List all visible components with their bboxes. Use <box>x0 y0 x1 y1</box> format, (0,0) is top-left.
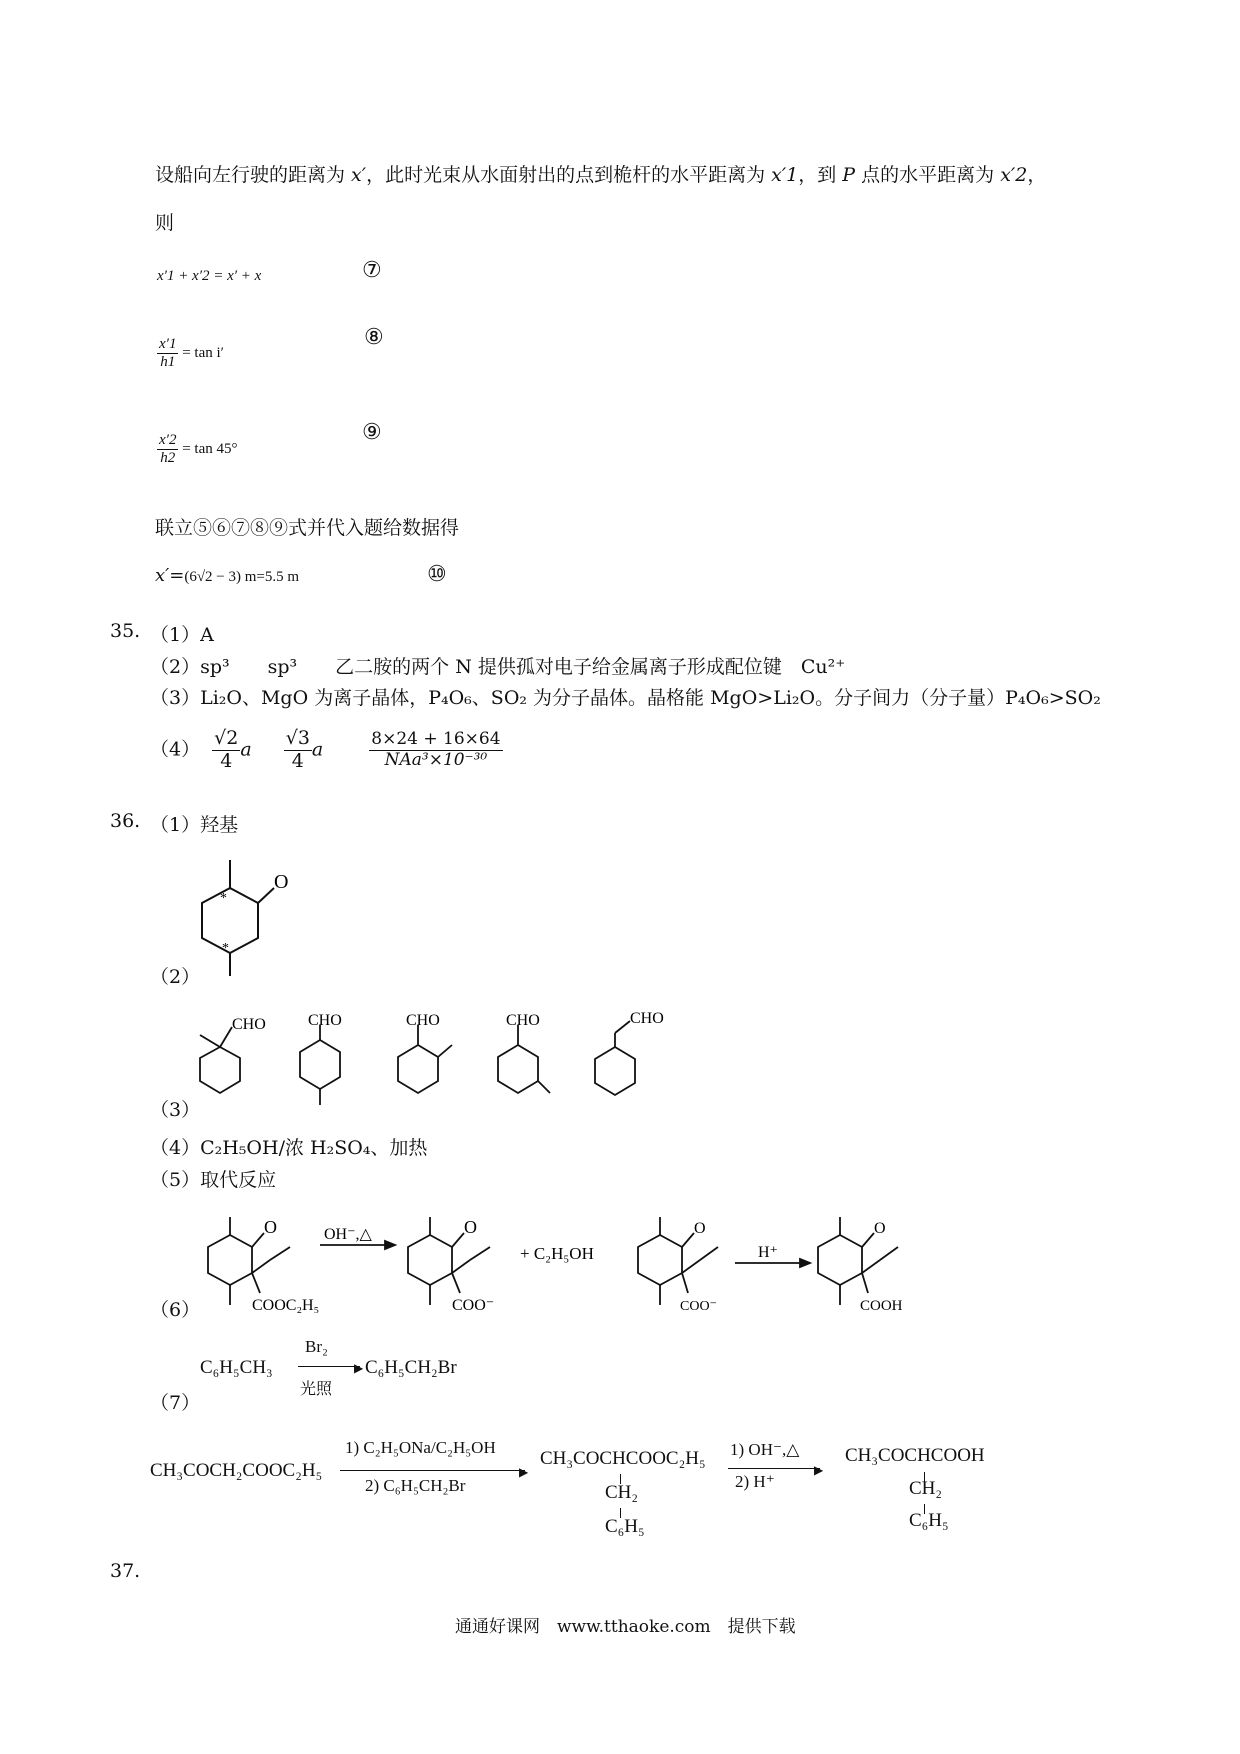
q36-part-1: （1）羟基 <box>150 814 239 836</box>
q36-p7-arrowhead-2: ▶ <box>519 1465 529 1479</box>
equation-7: x′1 + x′2 = x′ + x <box>157 268 262 284</box>
q36-part-7-label: （7） <box>150 1392 201 1414</box>
q36-p7-step2-bottom: 2) H⁺ <box>735 1472 775 1491</box>
q36-p7-reactant: C₆H₅CH₃ <box>200 1357 273 1378</box>
eq9-numerator: x′2 <box>157 432 178 450</box>
q36-part-3-structures <box>190 1005 670 1105</box>
q35-part-1: （1）A <box>150 624 214 646</box>
q36-p7-step1-top: 1) C₂H₅ONa/C₂H₅OH <box>345 1438 496 1457</box>
equation-8 <box>157 336 224 372</box>
q35-frac1-var: a <box>240 738 252 761</box>
svg-text:*: * <box>222 941 229 956</box>
q36-p6-arrow1-label: OH⁻,△ <box>324 1226 372 1243</box>
q35-part-2: （2）sp³ sp³ 乙二胺的两个 N 提供孤对电子给金属离子形成配位键 Cu²⁺ <box>150 656 846 678</box>
q36-p3-cho-1: CHO <box>232 1016 266 1033</box>
intro-line-2: 则 <box>155 212 175 234</box>
q36-p7-reagent-bottom: 光照 <box>300 1379 333 1398</box>
q36-part-2-label: （2） <box>150 966 201 988</box>
q35-frac2-num: √3 <box>285 727 310 749</box>
q35-part-3: （3）Li₂O、MgO 为离子晶体，P₄O₆、SO₂ 为分子晶体。晶格能 MgO>Li₂O。分子间力（分子量）P₄O₆>SO₂ <box>150 687 1101 709</box>
q36-p7-end-sub1: CH₂ <box>909 1478 943 1499</box>
q36-p7-start: CH₃COCH₂COOC₂H₅ <box>150 1460 323 1481</box>
intro-var-x1: x′1 <box>771 164 799 186</box>
eq9-denominator: h2 <box>160 450 176 467</box>
q36-p7-end: CH₃COCHCOOH <box>845 1445 985 1466</box>
q37-number: 37. <box>110 1560 141 1582</box>
q35-part-4-label: （4） <box>150 738 201 761</box>
eq9-rhs: = tan 45° <box>182 441 238 458</box>
q36-part-3-label: （3） <box>150 1099 201 1121</box>
q36-part-5: （5）取代反应 <box>150 1169 277 1191</box>
eq8-denominator: h1 <box>160 354 176 371</box>
q36-p3-cho-2: CHO <box>308 1012 342 1029</box>
eq8-rhs: = tan i′ <box>182 345 224 362</box>
intro-text-b: ，此时光束从水面射出的点到桅杆的水平距离为 <box>366 164 772 186</box>
q36-p7-product: C₆H₅CH₂Br <box>365 1357 457 1378</box>
q36-p6-ester: COOC₂H₅ <box>252 1297 320 1314</box>
q36-p2-ketone-o: O <box>274 871 289 893</box>
svg-text:*: * <box>220 891 227 906</box>
equation-9 <box>157 432 238 468</box>
q36-p7-arrow-3 <box>728 1468 820 1469</box>
equation-7-marker: ⑦ <box>362 258 382 283</box>
q35-frac3-den: NAa³×10⁻³⁰ <box>384 749 488 770</box>
q36-p7-end-sub2: C₆H₅ <box>909 1510 949 1531</box>
q36-p7-arrow-2 <box>340 1470 525 1471</box>
q36-p6-o-2: O <box>464 1217 477 1237</box>
q36-p6-carboxylate-2: COO⁻ <box>680 1299 717 1314</box>
q35-number: 35. <box>110 620 141 642</box>
intro-text-a: 设船向左行驶的距离为 <box>155 164 352 186</box>
q36-p7-mid-sub1: CH₂ <box>605 1482 639 1503</box>
footer-text: 通通好课网 www.tthaoke.com 提供下载 <box>455 1617 796 1637</box>
q36-p6-o-4: O <box>874 1220 886 1237</box>
q36-p6-acid: COOH <box>860 1298 903 1314</box>
q35-frac2-den: 4 <box>291 749 304 772</box>
q36-p3-cho-5: CHO <box>630 1010 664 1027</box>
q36-part-4: （4）C₂H₅OH/浓 H₂SO₄、加热 <box>150 1137 428 1159</box>
q35-frac2-var: a <box>311 738 324 761</box>
eq10-lhs: x′= <box>155 565 185 586</box>
q36-p6-carboxylate-1: COO⁻ <box>452 1297 495 1314</box>
equation-9-marker: ⑨ <box>362 420 382 445</box>
q36-part-2-structure <box>190 848 310 978</box>
q36-p7-arrowhead-3: ▶ <box>814 1463 824 1477</box>
q36-p7-mid-sub2: C₆H₅ <box>605 1516 645 1537</box>
q36-p7-reagent-top: Br₂ <box>305 1337 328 1356</box>
q35-frac1-den: 4 <box>220 749 233 772</box>
q36-p7-step1-bottom: 2) C₆H₅CH₂Br <box>365 1476 466 1495</box>
q35-frac1-num: √2 <box>214 727 239 749</box>
intro-var-x2: x′2 <box>1000 164 1028 186</box>
q35-part-4 <box>150 728 503 773</box>
intro-text-c: ，到 <box>798 164 843 186</box>
q35-frac3-num: 8×24 + 16×64 <box>371 729 501 750</box>
q36-p6-o-1: O <box>264 1217 277 1237</box>
equation-10-marker: ⑩ <box>427 562 447 587</box>
equation-10 <box>155 565 299 586</box>
q36-number: 36. <box>110 810 141 832</box>
q36-p6-arrow2-label: H⁺ <box>758 1244 778 1261</box>
intro-line-1 <box>155 160 1046 187</box>
intro-var-x: x′ <box>351 164 367 186</box>
eq10-expr: (6√2 − 3) m=5.5 m <box>184 569 300 585</box>
equation-8-marker: ⑧ <box>364 325 384 350</box>
intro-text-d: 点的水平距离为 <box>855 164 1001 186</box>
q36-p6-ethanol: + C₂H₅OH <box>520 1244 594 1263</box>
intro-text-e: ， <box>1027 164 1047 186</box>
intro-var-p: P <box>842 164 856 186</box>
combine-text: 联立⑤⑥⑦⑧⑨式并代入题给数据得 <box>155 517 460 539</box>
q36-p7-mid: CH₃COCHCOOC₂H₅ <box>540 1448 706 1469</box>
q36-p7-arrow-1 <box>298 1366 360 1367</box>
q36-part-6-reaction <box>190 1205 1120 1325</box>
q36-part-6-label: （6） <box>150 1299 201 1321</box>
q36-p7-arrowhead-1: ▶ <box>354 1361 364 1375</box>
eq8-numerator: x′1 <box>157 336 178 354</box>
q36-p7-step2-top: 1) OH⁻,△ <box>730 1440 800 1459</box>
q36-p3-cho-3: CHO <box>406 1012 440 1029</box>
q36-p6-o-3: O <box>694 1220 706 1237</box>
q36-p3-cho-4: CHO <box>506 1012 540 1029</box>
